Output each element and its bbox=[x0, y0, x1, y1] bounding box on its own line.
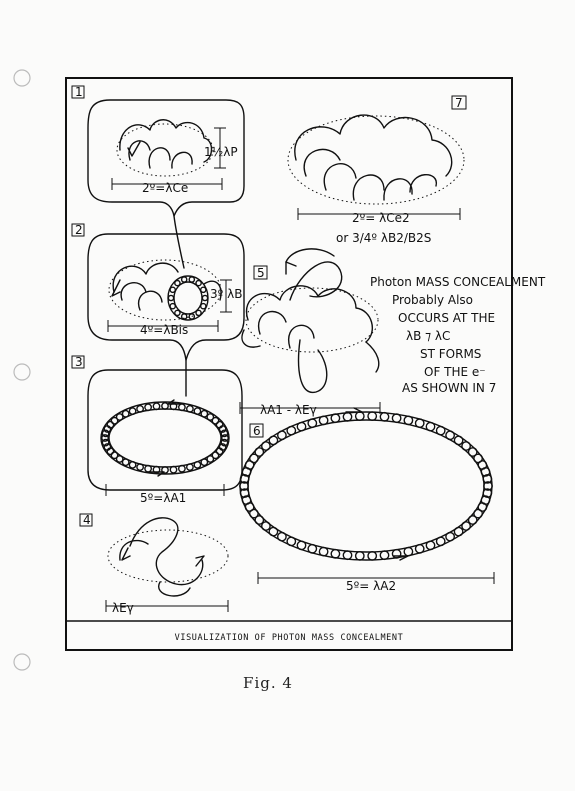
coil-loop bbox=[189, 277, 194, 282]
coil-loop bbox=[187, 464, 193, 470]
coil-loop bbox=[201, 304, 206, 309]
panel-3 bbox=[72, 355, 242, 505]
coil-loop bbox=[287, 426, 295, 434]
panel-5 bbox=[240, 249, 380, 417]
panel-4-number: 4 bbox=[83, 513, 91, 527]
coil-loop bbox=[129, 462, 135, 468]
note-line-2: Probably Also bbox=[392, 293, 474, 307]
coil-loop bbox=[416, 419, 424, 427]
coil-loop bbox=[426, 541, 434, 549]
coil-loop bbox=[162, 403, 168, 409]
panel-6 bbox=[240, 408, 494, 593]
panel-2 bbox=[72, 223, 244, 360]
panel-1 bbox=[72, 85, 244, 216]
coil-loop bbox=[202, 295, 207, 300]
coil-loop bbox=[308, 545, 316, 553]
coil-loop bbox=[404, 416, 412, 424]
coil-loop bbox=[278, 533, 286, 541]
panel-5-number: 5 bbox=[257, 266, 265, 280]
coil-loop bbox=[343, 413, 351, 421]
note-line-3: OCCURS AT THE bbox=[398, 311, 496, 325]
coil-loop bbox=[331, 550, 339, 558]
coil-loop bbox=[123, 411, 129, 417]
coil-loop bbox=[368, 412, 376, 420]
coil-loop bbox=[137, 464, 143, 470]
coil-loop bbox=[416, 545, 424, 553]
note-line-5: ST FORMS bbox=[420, 347, 482, 361]
coil-loop bbox=[446, 431, 454, 439]
coil-loop bbox=[287, 537, 295, 545]
coil-loop bbox=[404, 547, 412, 555]
coil-loop bbox=[201, 287, 206, 292]
panel-7-sub-label: or 3/4º λB2/B2S bbox=[336, 231, 432, 245]
coil-loop bbox=[319, 547, 327, 555]
coil-loop bbox=[278, 431, 286, 439]
coil-loop bbox=[356, 552, 364, 560]
figure-label: Fig. 4 bbox=[243, 674, 293, 692]
coil-loop bbox=[187, 406, 193, 412]
coil-loop bbox=[368, 552, 376, 560]
panel-7 bbox=[288, 96, 466, 245]
note-line-1: Photon MASS CONCEALMENT bbox=[370, 275, 546, 289]
coil-loop bbox=[343, 551, 351, 559]
coil-loop bbox=[145, 404, 151, 410]
coil-loop bbox=[137, 406, 143, 412]
coil-loop bbox=[179, 466, 185, 472]
panel-3-span-label: 5º=λA1 bbox=[140, 491, 187, 505]
coil-loop bbox=[380, 413, 388, 421]
coil-loop bbox=[269, 527, 277, 535]
coil-loop bbox=[331, 414, 339, 422]
panel-1-span-label: 2º=λCe bbox=[142, 181, 189, 195]
coil-loop bbox=[175, 310, 180, 315]
panel-1-height-label: 1½λP bbox=[204, 145, 238, 159]
coil-loop bbox=[437, 426, 445, 434]
binder-hole bbox=[14, 364, 30, 380]
coil-loop bbox=[179, 404, 185, 410]
panel-4 bbox=[80, 513, 228, 615]
panel-4-span-label: λEγ bbox=[112, 601, 134, 615]
panel-7-number: 7 bbox=[455, 96, 463, 110]
coil-loop bbox=[356, 412, 364, 420]
coil-loop bbox=[426, 422, 434, 430]
panel-2-number: 2 bbox=[75, 223, 83, 237]
coil-loop bbox=[168, 295, 173, 300]
coil-loop bbox=[462, 522, 470, 530]
note-line-6: OF THE e⁻ bbox=[424, 365, 486, 379]
coil-loop bbox=[170, 467, 176, 473]
coil-loop bbox=[262, 442, 270, 450]
panel-3-loop-ring bbox=[101, 402, 229, 474]
coil-loop bbox=[297, 541, 305, 549]
coil-loop bbox=[162, 467, 168, 473]
coil-loop bbox=[196, 281, 201, 286]
coil-loop bbox=[319, 416, 327, 424]
panel-1-number: 1 bbox=[75, 85, 83, 99]
figure-frame bbox=[66, 78, 512, 650]
coil-loop bbox=[454, 436, 462, 444]
coil-loop bbox=[153, 403, 159, 409]
coil-loop bbox=[194, 462, 200, 468]
coil-loop bbox=[175, 281, 180, 286]
coil-loop bbox=[129, 408, 135, 414]
panel-2-span-label: 4º=λBis bbox=[140, 323, 189, 337]
coil-loop bbox=[201, 459, 207, 465]
coil-loop bbox=[308, 419, 316, 427]
coil-loop bbox=[170, 287, 175, 292]
panel-5-span-label: λA1 - λEγ bbox=[260, 403, 317, 417]
coil-loop bbox=[269, 436, 277, 444]
binder-hole bbox=[14, 70, 30, 86]
figure-caption: VISUALIZATION OF PHOTON MASS CONCEALMENT bbox=[174, 633, 404, 643]
coil-loop bbox=[297, 422, 305, 430]
panel-7-flower bbox=[295, 115, 452, 176]
coil-loop bbox=[145, 466, 151, 472]
coil-loop bbox=[380, 551, 388, 559]
note-line-7: AS SHOWN IN 7 bbox=[402, 381, 497, 395]
coil-loop bbox=[454, 527, 462, 535]
panel-3-number: 3 bbox=[75, 355, 83, 369]
coil-loop bbox=[446, 533, 454, 541]
note-line-4: λB ⁊ λC bbox=[406, 329, 451, 343]
panel-7-span-label: 2º= λCe2 bbox=[352, 211, 410, 225]
concealment-note bbox=[370, 275, 546, 395]
panel-6-span-label: 5º= λA2 bbox=[346, 579, 397, 593]
binder-hole bbox=[14, 654, 30, 670]
coil-loop bbox=[182, 277, 187, 282]
panel-2-height-label: 3º λB bbox=[210, 287, 243, 301]
coil-loop bbox=[170, 304, 175, 309]
coil-loop bbox=[392, 414, 400, 422]
panel-6-number: 6 bbox=[253, 424, 261, 438]
panel-4-figure-eight bbox=[130, 518, 203, 585]
coil-loop bbox=[194, 408, 200, 414]
coil-loop bbox=[437, 537, 445, 545]
coil-loop bbox=[392, 550, 400, 558]
